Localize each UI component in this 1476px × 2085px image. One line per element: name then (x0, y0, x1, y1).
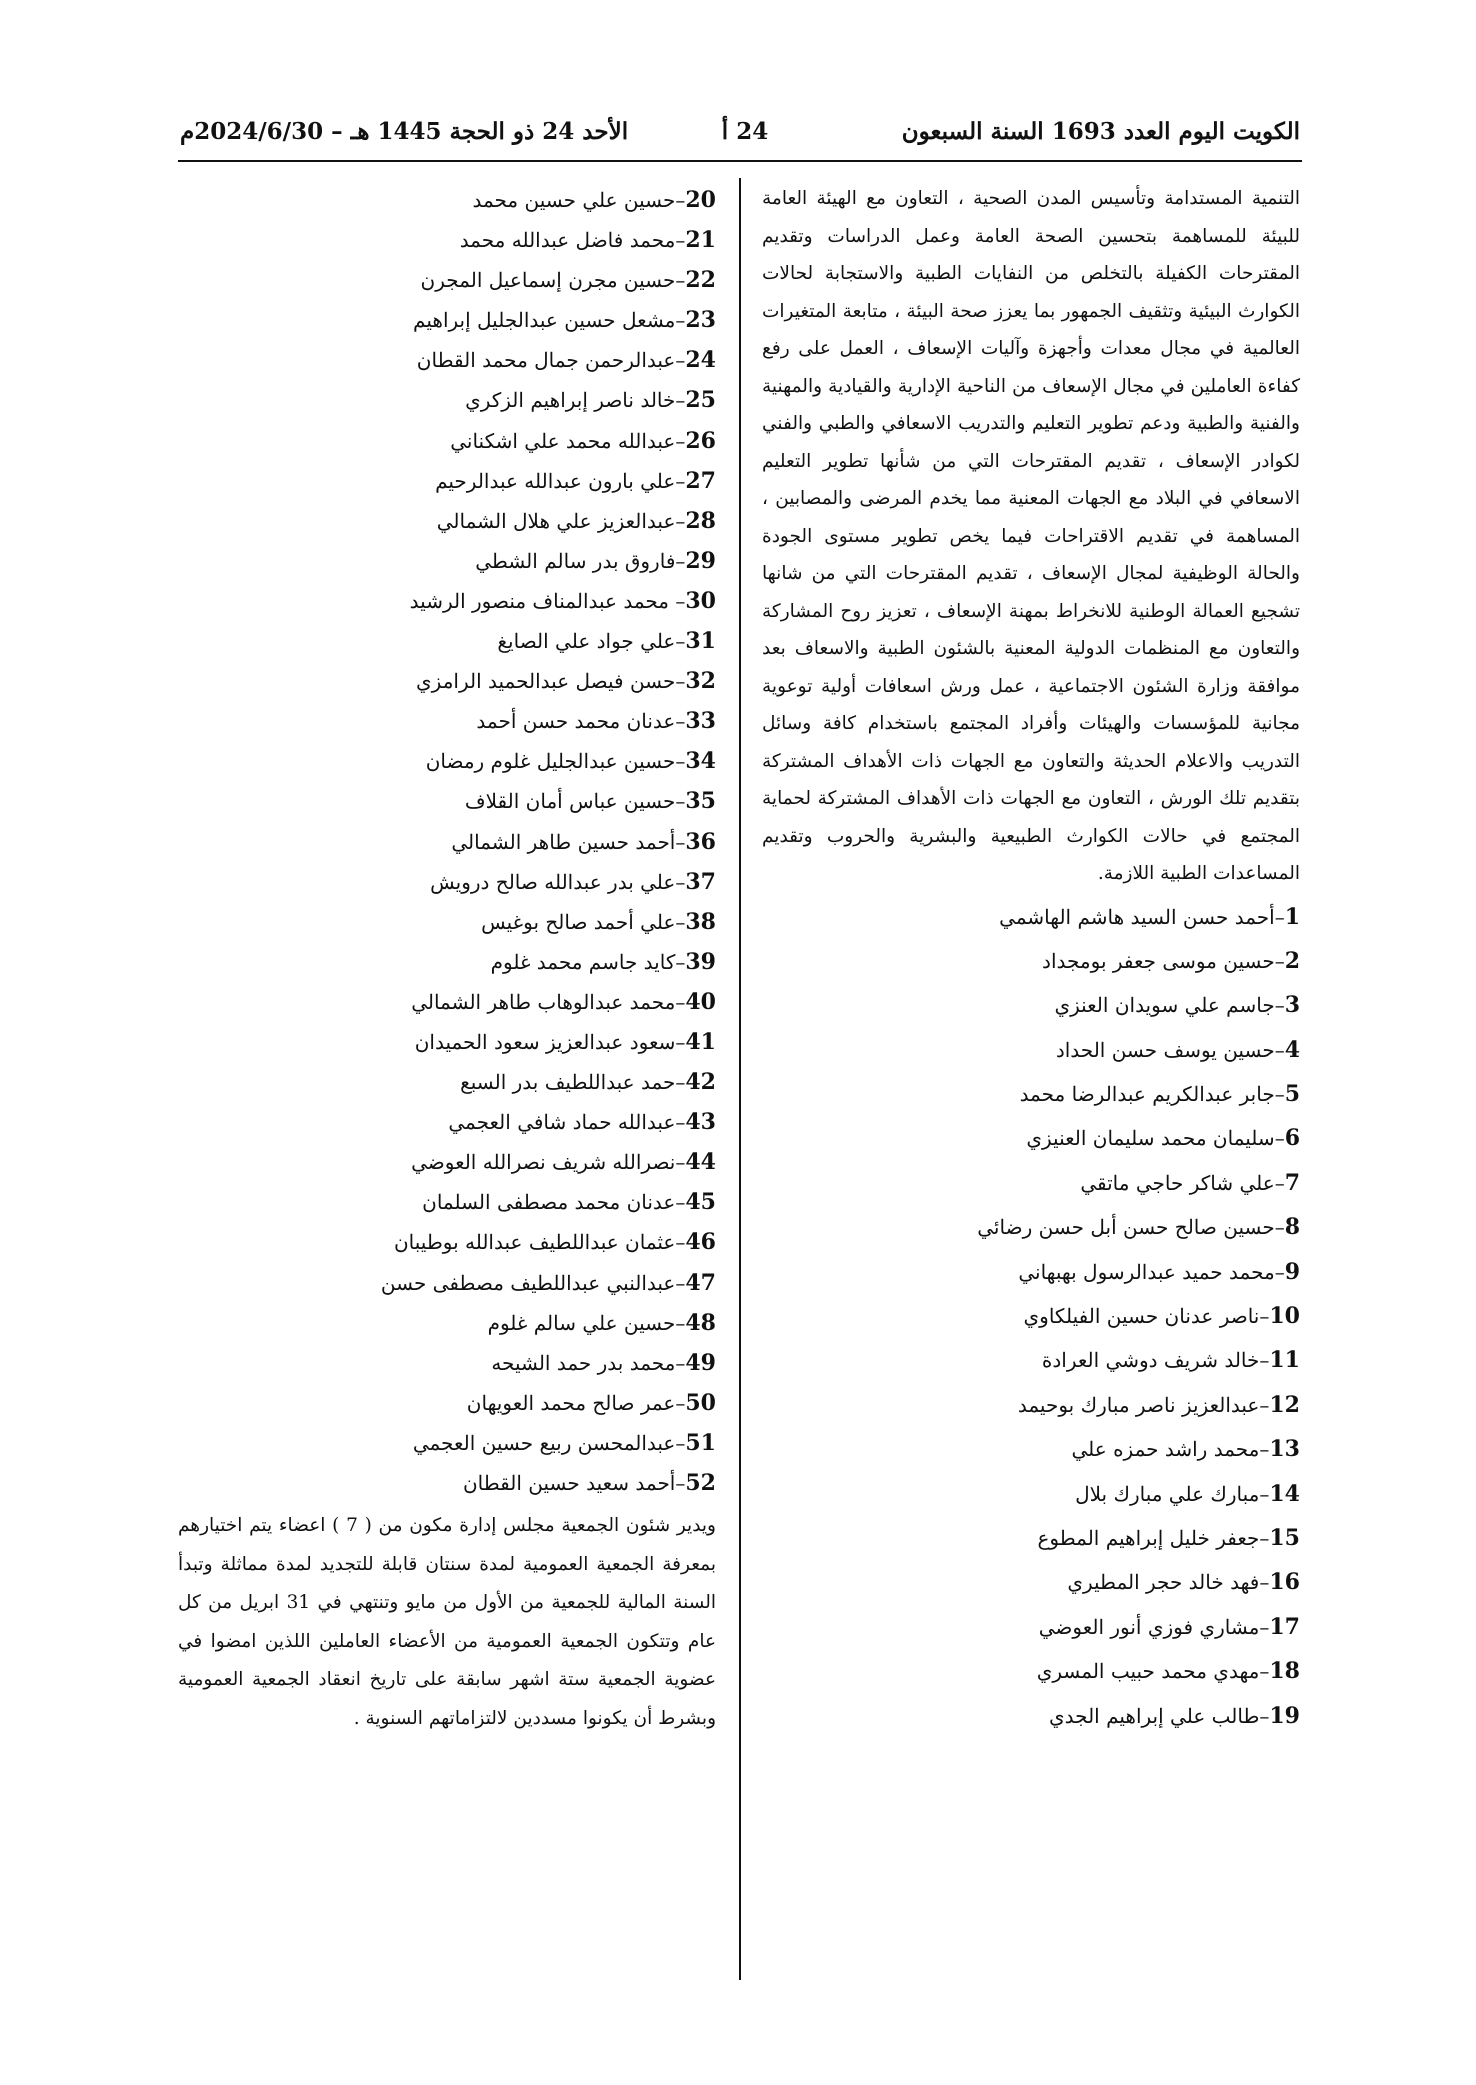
member-dash: – (675, 228, 686, 253)
member-item (178, 701, 716, 741)
member-name: حسين علي حسين محمد (472, 188, 676, 212)
member-number: 11 (1269, 1347, 1300, 1374)
member-name: فهد خالد حجر المطيري (1067, 1570, 1260, 1595)
member-name: محمد راشد حمزه علي (1071, 1437, 1260, 1462)
member-item (762, 1472, 1300, 1516)
member-item (178, 1343, 716, 1383)
member-item (178, 1303, 716, 1343)
header-page-number: 24 أ (721, 118, 769, 145)
member-dash: – (1274, 948, 1285, 973)
member-item (762, 1694, 1300, 1738)
member-item (178, 421, 716, 461)
member-name: أحمد سعيد حسين القطان (462, 1471, 676, 1495)
member-dash: – (1259, 1703, 1270, 1728)
member-number: 46 (685, 1229, 716, 1256)
member-name: خالد ناصر إبراهيم الزكري (465, 388, 676, 413)
member-item (178, 1463, 716, 1503)
member-name: عبدالعزيز علي هلال الشمالي (436, 508, 676, 533)
member-number: 39 (685, 948, 716, 975)
member-number: 34 (685, 748, 716, 775)
member-item (178, 781, 716, 821)
member-name: عدنان محمد حسن أحمد (476, 709, 676, 734)
member-number: 38 (685, 908, 716, 935)
member-item (178, 822, 716, 862)
member-dash: – (1274, 1082, 1285, 1107)
member-item (178, 180, 716, 220)
member-dash: – (675, 949, 686, 974)
member-number: 30 (685, 587, 716, 614)
member-number: 6 (1284, 1125, 1300, 1152)
member-number: 23 (685, 307, 716, 334)
member-number: 12 (1269, 1391, 1300, 1418)
member-item (178, 1182, 716, 1222)
member-item (762, 1427, 1300, 1471)
member-dash: – (675, 1350, 686, 1375)
member-name: محمد عبدالمناف منصور الرشيد (409, 588, 676, 613)
member-name: عبدالمحسن ربيع حسين العجمي (412, 1430, 676, 1455)
member-name: مشعل حسين عبدالجليل إبراهيم (413, 308, 676, 333)
member-name: علي جواد علي الصايغ (497, 629, 676, 654)
member-item (178, 1062, 716, 1102)
member-dash: – (1274, 993, 1285, 1018)
member-item (762, 1072, 1300, 1116)
member-number: 35 (685, 788, 716, 815)
member-number: 8 (1284, 1214, 1300, 1241)
member-item (178, 661, 716, 701)
member-item (178, 340, 716, 380)
member-name: أحمد حسن السيد هاشم الهاشمي (999, 904, 1275, 929)
member-name: سعود عبدالعزيز سعود الحميدان (414, 1029, 676, 1054)
member-item (762, 983, 1300, 1027)
member-dash: – (675, 709, 686, 734)
member-item (178, 501, 716, 541)
member-name: جابر عبدالكريم عبدالرضا محمد (1019, 1082, 1275, 1107)
member-dash: – (675, 669, 686, 694)
member-dash: – (675, 188, 686, 212)
member-number: 21 (685, 227, 716, 254)
member-item (178, 461, 716, 501)
member-name: خالد شريف دوشي العرادة (1041, 1348, 1260, 1373)
member-dash: – (675, 268, 686, 293)
member-item (762, 1250, 1300, 1294)
member-number: 17 (1269, 1613, 1300, 1640)
member-dash: – (675, 588, 686, 613)
member-item (762, 1383, 1300, 1427)
member-dash: – (1259, 1570, 1270, 1595)
member-name: مبارك علي مبارك بلال (1075, 1481, 1260, 1506)
member-item (762, 1116, 1300, 1160)
member-item (178, 380, 716, 420)
member-number: 16 (1269, 1569, 1300, 1596)
member-item (178, 902, 716, 942)
member-number: 3 (1284, 992, 1300, 1019)
member-name: محمد حميد عبدالرسول بهبهاني (1018, 1259, 1275, 1284)
member-dash: – (675, 1270, 686, 1295)
member-name: ناصر عدنان حسين الفيلكاوي (1023, 1304, 1260, 1329)
header-issue-info: الكويت اليوم العدد 1693 السنة السبعون (901, 118, 1300, 145)
member-dash: – (1259, 1525, 1270, 1550)
member-item (178, 1022, 716, 1062)
member-dash: – (675, 909, 686, 934)
member-item (178, 1142, 716, 1182)
left-column (178, 180, 716, 1738)
member-number: 42 (685, 1069, 716, 1096)
member-name: علي بدر عبدالله صالح درويش (430, 869, 676, 894)
member-item (762, 939, 1300, 983)
member-name: كايد جاسم محمد غلوم (490, 949, 676, 974)
member-number: 43 (685, 1109, 716, 1136)
member-name: علي أحمد صالح بوغيس (481, 909, 676, 934)
member-number: 26 (685, 427, 716, 454)
member-dash: – (1274, 1170, 1285, 1195)
member-name: محمد فاضل عبدالله محمد (459, 228, 676, 253)
member-dash: – (675, 989, 686, 1014)
member-name: مهدي محمد حبيب المسري (1036, 1659, 1260, 1684)
member-number: 13 (1269, 1436, 1300, 1463)
member-dash: – (675, 548, 686, 573)
member-number: 20 (685, 187, 716, 213)
member-dash: – (1259, 1481, 1270, 1506)
member-item (762, 895, 1300, 939)
member-number: 29 (685, 547, 716, 574)
member-dash: – (675, 829, 686, 854)
member-item (178, 541, 716, 581)
member-number: 9 (1284, 1258, 1300, 1285)
member-dash: – (675, 468, 686, 493)
member-name: مشاري فوزي أنور العوضي (1038, 1614, 1260, 1639)
member-name: محمد عبدالوهاب طاهر الشمالي (411, 989, 676, 1014)
member-dash: – (675, 1190, 686, 1215)
member-name: حسين يوسف حسن الحداد (1055, 1037, 1275, 1062)
member-number: 2 (1284, 947, 1300, 974)
member-name: حسن فيصل عبدالحميد الرامزي (416, 669, 676, 694)
member-dash: – (675, 1230, 686, 1255)
column-divider (739, 178, 741, 1980)
member-dash: – (1259, 1437, 1270, 1462)
member-item (178, 982, 716, 1022)
member-item (762, 1338, 1300, 1382)
member-number: 19 (1269, 1702, 1300, 1729)
member-item (178, 741, 716, 781)
member-number: 45 (685, 1189, 716, 1216)
member-dash: – (675, 1310, 686, 1335)
member-number: 50 (685, 1389, 716, 1416)
member-dash: – (1259, 1614, 1270, 1639)
member-item (178, 621, 716, 661)
member-dash: – (675, 869, 686, 894)
member-item (178, 1383, 716, 1423)
member-number: 18 (1269, 1658, 1300, 1685)
member-dash: – (675, 348, 686, 373)
member-number: 47 (685, 1269, 716, 1296)
member-item (762, 1205, 1300, 1249)
member-item (762, 1516, 1300, 1560)
member-number: 48 (685, 1309, 716, 1336)
member-number: 14 (1269, 1480, 1300, 1507)
member-dash: – (1259, 1392, 1270, 1417)
member-name: نصرالله شريف نصرالله العوضي (411, 1150, 676, 1175)
member-dash: – (675, 508, 686, 533)
objectives-paragraph: التنمية المستدامة وتأسيس المدن الصحية ، التعاون مع الهيئة العامة للبيئة للمساهمة بتحسين الصحة العامة وعمل الدراسات وتقديم المقترحات الكفيلة بالتخلص من النفايات الطبية والاستجابة لحالات الكوارث البيئية وتثقيف الجمهور بما يعزز صحة البيئة ، متابعة المتغيرات العالمية في مجال معدات وأجهزة وآليات الإسعاف ، العمل على رفع كفاءة العاملين في مجال الإسعاف من الناحية الإدارية والقيادية والمهنية والفنية والطبية ودعم تطوير التعليم والتدريب الاسعافي والطبي والفني لكوادر الإسعاف ، تقديم المقترحات التي من شأنها تطوير التعليم الاسعافي في البلاد مع الجهات المعنية مما يخدم المرضى والمصابين ، المساهمة في تقديم الاقتراحات فيما يخص تطوير مستوى الجودة والحالة الوظيفية لمجال الإسعاف ، تقديم المقترحات التي من شانها تشجيع العمالة الوطنية للانخراط بمهنة الإسعاف ، تعزيز روح المشاركة والتعاون مع المنظمات الدولية المعنية بالشئون الطبية والاسعاف بعد موافقة وزارة الشئون الاجتماعية ، عمل ورش اسعافات أولية توعوية مجانية للمؤسسات والهيئات وأفراد المجتمع باستخدام كافة وسائل التدريب والاعلام الحديثة والتعاون مع الجهات ذات الأهداف المشتركة بتقديم تلك الورش ، التعاون مع الجهات ذات الأهداف المشتركة لحماية المجتمع في حالات الكوارث الطبيعية والبشرية والحروب وتقديم المساعدات الطبية اللازمة. (762, 188, 1300, 884)
member-number: 36 (685, 828, 716, 855)
right-column (762, 180, 1300, 1738)
header-rule (178, 160, 1302, 162)
member-name: حسين موسى جعفر بومجداد (1042, 948, 1275, 973)
member-dash: – (1274, 1126, 1285, 1151)
member-number: 37 (685, 868, 716, 895)
member-name: عبدالعزيز ناصر مبارك بوحيمد (1017, 1392, 1260, 1417)
member-name: أحمد حسين طاهر الشمالي (451, 829, 676, 854)
member-name: عبدالله محمد علي اشكناني (450, 428, 676, 453)
member-number: 49 (685, 1349, 716, 1376)
member-name: سليمان محمد سليمان العنيزي (1026, 1126, 1275, 1151)
member-name: حسين علي سالم غلوم (487, 1310, 676, 1335)
member-dash: – (675, 428, 686, 453)
member-number: 10 (1269, 1303, 1300, 1330)
member-name: حسين عباس أمان القلاف (464, 789, 676, 814)
member-dash: – (1274, 904, 1285, 929)
member-number: 22 (685, 267, 716, 294)
member-number: 24 (685, 347, 716, 374)
member-name: محمد بدر حمد الشيحه (491, 1350, 676, 1375)
member-item (178, 581, 716, 621)
member-item (178, 1102, 716, 1142)
member-dash: – (675, 308, 686, 333)
member-number: 40 (685, 988, 716, 1015)
member-number: 27 (685, 467, 716, 494)
member-item (178, 1263, 716, 1303)
member-name: عبدالله حماد شافي العجمي (448, 1110, 676, 1135)
member-dash: – (1274, 1037, 1285, 1062)
member-name: طالب علي إبراهيم الجدي (1049, 1703, 1260, 1728)
member-dash: – (675, 1110, 686, 1135)
member-number: 4 (1284, 1036, 1300, 1063)
member-name: عبدالرحمن جمال محمد القطان (416, 348, 676, 373)
member-name: عثمان عبداللطيف عبدالله بوطيبان (393, 1230, 676, 1255)
member-dash: – (675, 1430, 686, 1455)
member-item (762, 1560, 1300, 1604)
member-dash: – (675, 749, 686, 774)
member-dash: – (1259, 1304, 1270, 1329)
member-dash: – (675, 1070, 686, 1095)
member-item (178, 300, 716, 340)
member-dash: – (675, 1390, 686, 1415)
member-item (762, 1649, 1300, 1693)
member-number: 33 (685, 708, 716, 735)
member-item (178, 1222, 716, 1262)
member-item (762, 1028, 1300, 1072)
member-number: 52 (685, 1470, 716, 1496)
member-number: 7 (1284, 1169, 1300, 1196)
member-name: جعفر خليل إبراهيم المطوع (1037, 1525, 1260, 1550)
members-list-right (762, 895, 1300, 1738)
member-name: علي بارون عبدالله عبدالرحيم (435, 468, 676, 493)
member-number: 15 (1269, 1524, 1300, 1551)
member-number: 25 (685, 387, 716, 414)
member-item (178, 260, 716, 300)
member-item (178, 220, 716, 260)
member-dash: – (1259, 1348, 1270, 1373)
member-number: 41 (685, 1028, 716, 1055)
member-item (178, 942, 716, 982)
member-name: عدنان محمد مصطفى السلمان (422, 1190, 676, 1215)
members-list-left (178, 180, 716, 1503)
member-number: 44 (685, 1149, 716, 1176)
member-item (762, 1161, 1300, 1205)
member-dash: – (675, 1029, 686, 1054)
member-name: عبدالنبي عبداللطيف مصطفى حسن (380, 1270, 676, 1295)
member-dash: – (675, 789, 686, 814)
member-dash: – (675, 1150, 686, 1175)
member-number: 28 (685, 507, 716, 534)
member-dash: – (675, 388, 686, 413)
member-item (178, 1423, 716, 1463)
member-item (762, 1294, 1300, 1338)
header-date: الأحد 24 ذو الحجة 1445 هـ – 2024/6/30م (180, 118, 629, 145)
member-number: 1 (1284, 903, 1300, 930)
member-number: 32 (685, 668, 716, 695)
member-name: حمد عبداللطيف بدر السبع (460, 1070, 676, 1095)
member-number: 51 (685, 1429, 716, 1456)
member-name: عمر صالح محمد العويهان (466, 1390, 676, 1415)
member-number: 31 (685, 628, 716, 655)
member-name: علي شاكر حاجي ماتقي (1080, 1170, 1275, 1195)
member-item (178, 862, 716, 902)
member-dash: – (1274, 1259, 1285, 1284)
member-dash: – (1274, 1215, 1285, 1240)
member-dash: – (1259, 1659, 1270, 1684)
member-name: حسين عبدالجليل غلوم رمضان (425, 749, 676, 774)
member-name: حسين صالح حسن أبل حسن رضائي (977, 1215, 1275, 1240)
member-item (762, 1605, 1300, 1649)
member-dash: – (675, 1471, 686, 1495)
closing-paragraph: ويدير شئون الجمعية مجلس إدارة مكون من ( 7 ) اعضاء يتم اختيارهم بمعرفة الجمعية العمومية لمدة سنتان قابلة للتجديد لمدة مماثلة وتبدأ السنة المالية للجمعية من الأول من مايو وتنتهي في 31 ابريل من كل عام وتتكون الجمعية العمومية من الأعضاء العاملين اللذين امضوا في عضوية الجمعية ستة اشهر سابقة على تاريخ انعقاد الجمعية العمومية وبشرط أن يكونوا مسددين لالتزاماتهم السنوية . (178, 1515, 716, 1729)
member-name: فاروق بدر سالم الشطي (475, 548, 676, 573)
member-name: حسين مجرن إسماعيل المجرن (420, 268, 676, 293)
member-name: جاسم علي سويدان العنزي (1054, 993, 1275, 1018)
member-number: 5 (1284, 1081, 1300, 1108)
member-dash: – (675, 629, 686, 654)
